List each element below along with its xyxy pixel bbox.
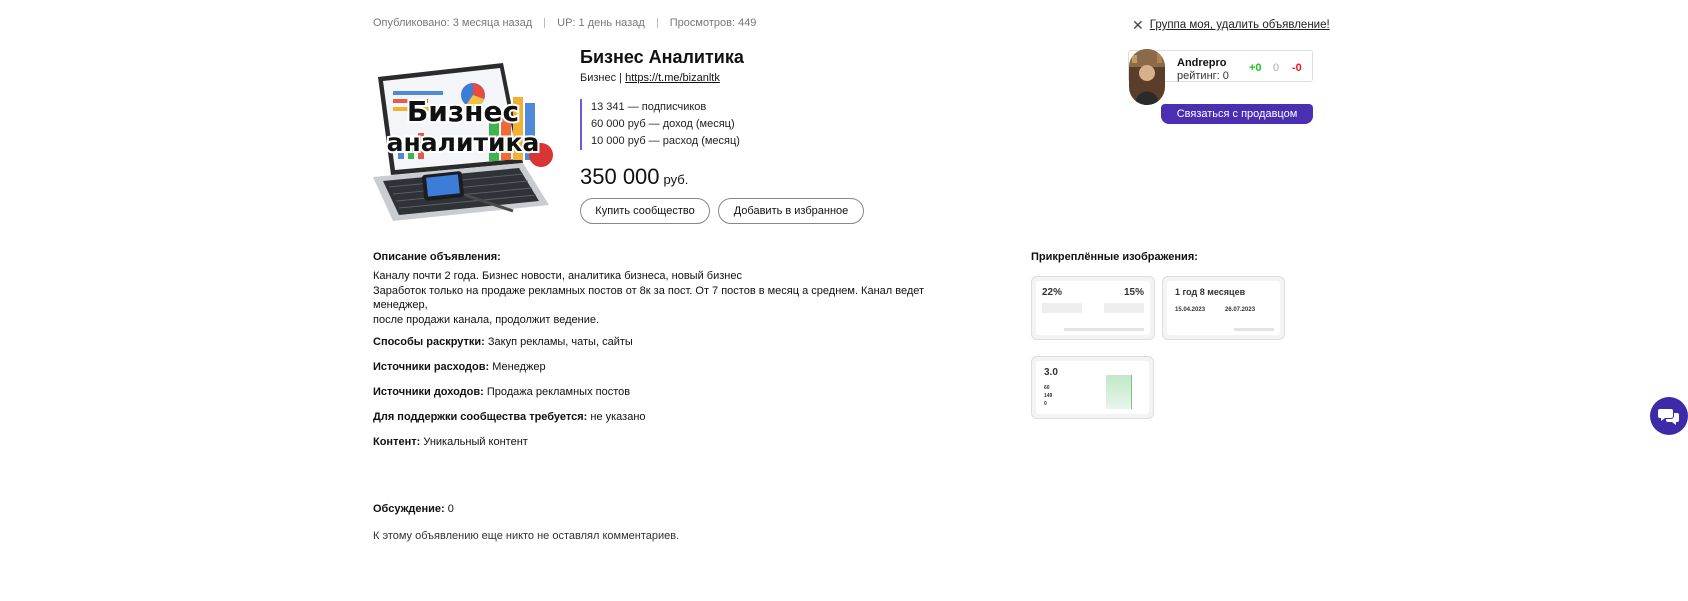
view-count: Просмотров: 449	[669, 17, 757, 29]
price-value: 350 000	[580, 164, 660, 189]
owner-delete-link[interactable]	[1132, 18, 1330, 32]
discussion-count	[373, 503, 454, 515]
laptop-analytics-illustration	[373, 55, 553, 223]
discussion-value: 0	[444, 503, 454, 515]
detail-value: Уникальный контент	[420, 436, 528, 448]
description-line: Каналу почти 2 года. Бизнес новости, аналитика бизнеса, новый бизнес	[373, 270, 742, 282]
thumb-date-start: 15.04.2023	[1175, 307, 1206, 313]
category-divider: |	[619, 72, 623, 84]
delete-listing-link[interactable]: Группа моя, удалить объявление!	[1149, 19, 1330, 31]
seller-name[interactable]: Andrepro	[1177, 57, 1227, 69]
thumb-age: 1 год 8 месяцев	[1175, 287, 1246, 297]
detail-label: Источники расходов:	[373, 361, 490, 373]
detail-support-required	[373, 411, 646, 423]
attached-images-heading: Прикреплённые изображения:	[1031, 251, 1198, 263]
detail-label: Контент:	[373, 436, 421, 448]
thumbnail-content	[1036, 361, 1149, 414]
detail-value: Менеджер	[489, 361, 546, 373]
thumb-stat-left: 22%	[1042, 287, 1063, 298]
thumb-date-end: 26.07.2023	[1225, 307, 1256, 313]
detail-label: Для поддержки сообщества требуется:	[373, 411, 588, 423]
detail-value: Продажа рекламных постов	[483, 386, 631, 398]
thumbnail-content	[1167, 281, 1280, 335]
listing-category-line	[580, 72, 720, 84]
detail-content	[373, 436, 528, 448]
listing-cover-image	[373, 55, 553, 223]
listing-price	[580, 164, 688, 190]
price-currency: руб.	[663, 172, 689, 187]
chat-button[interactable]	[1650, 397, 1688, 435]
contact-seller-button[interactable]: Связаться с продавцом	[1161, 104, 1313, 124]
chat-bubbles-icon	[1658, 406, 1680, 426]
discussion-label: Обсуждение:	[373, 503, 445, 515]
detail-income-sources	[373, 386, 630, 398]
avatar[interactable]	[1129, 49, 1165, 105]
thumb-er-value: 3.0	[1044, 367, 1058, 378]
detail-label: Способы раскрутки:	[373, 336, 485, 348]
meta-divider	[544, 18, 545, 28]
detail-expense-sources	[373, 361, 546, 373]
detail-label: Источники доходов:	[373, 386, 484, 398]
stat-expense: 10 000 руб — расход (месяц)	[591, 135, 740, 147]
up-date: UP: 1 день назад	[557, 17, 645, 29]
thumb-mini-chart	[1106, 375, 1132, 409]
buy-community-button[interactable]: Купить сообщество	[580, 198, 710, 224]
thumb-caption	[1104, 303, 1144, 313]
listing-meta-bar	[373, 17, 756, 29]
avatar-image	[1129, 49, 1165, 105]
published-date: Опубликовано: 3 месяца назад	[373, 17, 533, 29]
thumb-count: 149	[1044, 393, 1053, 399]
description-body	[373, 269, 973, 327]
negative-votes: -0	[1292, 62, 1302, 74]
channel-link[interactable]: https://t.me/bizanltk	[625, 72, 720, 84]
meta-divider	[657, 18, 658, 28]
thumb-caption	[1042, 303, 1082, 313]
no-comments-text: К этому объявлению еще никто не оставлял комментариев.	[373, 530, 680, 542]
detail-value: Закуп рекламы, чаты, сайты	[484, 336, 633, 348]
stat-income: 60 000 руб — доход (месяц)	[591, 118, 735, 130]
description-line: после продажи канала, продолжит ведение.	[373, 313, 600, 326]
detail-promotion	[373, 336, 633, 348]
cover-text-line1: Бизнес	[406, 95, 520, 128]
detail-value: не указано	[587, 411, 646, 423]
add-to-favorites-button[interactable]: Добавить в избранное	[718, 198, 864, 224]
thumb-footer	[1234, 328, 1274, 331]
listing-category: Бизнес	[580, 72, 617, 84]
thumb-footer	[1064, 328, 1144, 331]
thumbnail-content	[1036, 281, 1150, 335]
description-line: Заработок только на продаже рекламных постов от 8к за пост. От 7 постов в месяц а среднем. Канал ведет менеджер,	[373, 284, 925, 311]
stat-subscribers: 13 341 — подписчиков	[591, 101, 707, 113]
attached-image-thumbnail[interactable]	[1031, 356, 1154, 419]
cover-text-line2: аналитика	[386, 128, 540, 157]
neutral-votes: 0	[1273, 62, 1280, 74]
seller-rating: рейтинг: 0	[1177, 70, 1229, 82]
attached-image-thumbnail[interactable]	[1031, 276, 1155, 340]
thumb-stat-right: 15%	[1123, 287, 1144, 298]
attached-image-thumbnail[interactable]	[1162, 276, 1285, 340]
thumb-count: 0	[1044, 401, 1047, 407]
listing-stats	[580, 99, 740, 150]
close-icon[interactable]: ✕	[1132, 17, 1144, 33]
listing-title: Бизнес Аналитика	[580, 47, 744, 67]
description-heading: Описание объявления:	[373, 251, 501, 263]
thumb-count: 60	[1044, 385, 1050, 391]
positive-votes: +0	[1249, 62, 1262, 74]
